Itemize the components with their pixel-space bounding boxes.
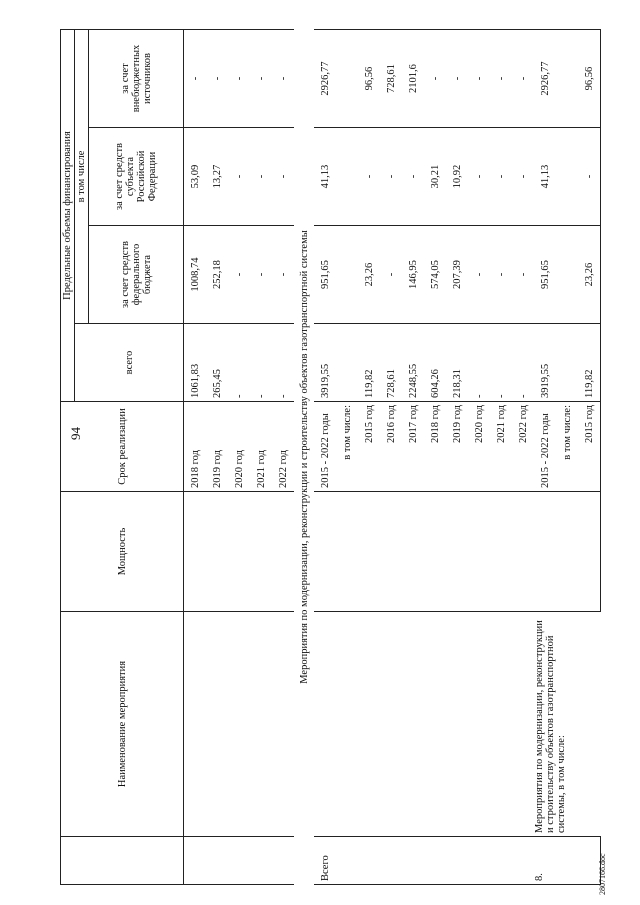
- table-row: 2017 год 2248,55 146,95 - 2101,6: [402, 30, 424, 885]
- header-term: Срок реализации: [61, 402, 184, 492]
- doc-code: 2807166.doc: [598, 853, 607, 895]
- financing-table: [60, 29, 601, 885]
- header-incl: в том числе: [75, 30, 89, 324]
- table-row: 2015 год 119,82 23,26 - 96,56: [358, 30, 380, 885]
- header-extra: за счет внебюджетных источников: [89, 30, 184, 128]
- header-limits: Предельные объемы финансирования: [61, 30, 75, 402]
- table-row: в том числе:: [556, 30, 578, 885]
- table-row: 2020 год - - - -: [228, 30, 250, 885]
- section-title-row: [294, 30, 314, 885]
- table-row: 2022 год - - - -: [512, 30, 534, 885]
- header-power: Мощность: [61, 492, 184, 612]
- table-row: 2016 год 728,61 - - 728,61: [380, 30, 402, 885]
- header-idx: [61, 837, 184, 885]
- table-row: 2018 год 1061,83 1008,74 53,09 -: [184, 30, 207, 885]
- table-row: Всего 2015 - 2022 годы 3919,55 951,65 41,13 2926,77: [314, 30, 336, 885]
- header-name: Наименование мероприятия: [61, 612, 184, 837]
- table-row: 2018 год 604,26 574,05 30,21 -: [424, 30, 446, 885]
- header-federal: за счет средств федерального бюджета: [89, 226, 184, 324]
- table-row: 2021 год - - - -: [490, 30, 512, 885]
- table-row: 2019 год 218,31 207,39 10,92 -: [446, 30, 468, 885]
- section-title: Мероприятия по модернизации, реконструкции и строительству объектов газотранспортной системы: [298, 230, 310, 684]
- rotated-table-wrapper: [60, 30, 595, 885]
- header-total: всего: [75, 324, 184, 402]
- header-subject: за счет средств субъекта Российской Федерации: [89, 128, 184, 226]
- page-number: 94: [68, 427, 83, 440]
- table-row: 2019 год 265,45 252,18 13,27 -: [206, 30, 228, 885]
- table-row: 2015 год 119,82 23,26 - 96,56: [578, 30, 601, 885]
- table-row-8: 8. Мероприятия по модернизации, реконструкции и строительству объектов газотранспортной системы, в том числе: 2015 - 2022 годы 3919,55 951,65 41,13 2926,77: [534, 30, 556, 885]
- table-row: 2022 год - - - -: [272, 30, 294, 885]
- table-row: 2020 год - - - -: [468, 30, 490, 885]
- row8-name: Мероприятия по модернизации, реконструкции и строительству объектов газотранспортной системы, в том числе:: [534, 612, 601, 837]
- table-row: 2021 год - - - -: [250, 30, 272, 885]
- table-row: в том числе:: [336, 30, 358, 885]
